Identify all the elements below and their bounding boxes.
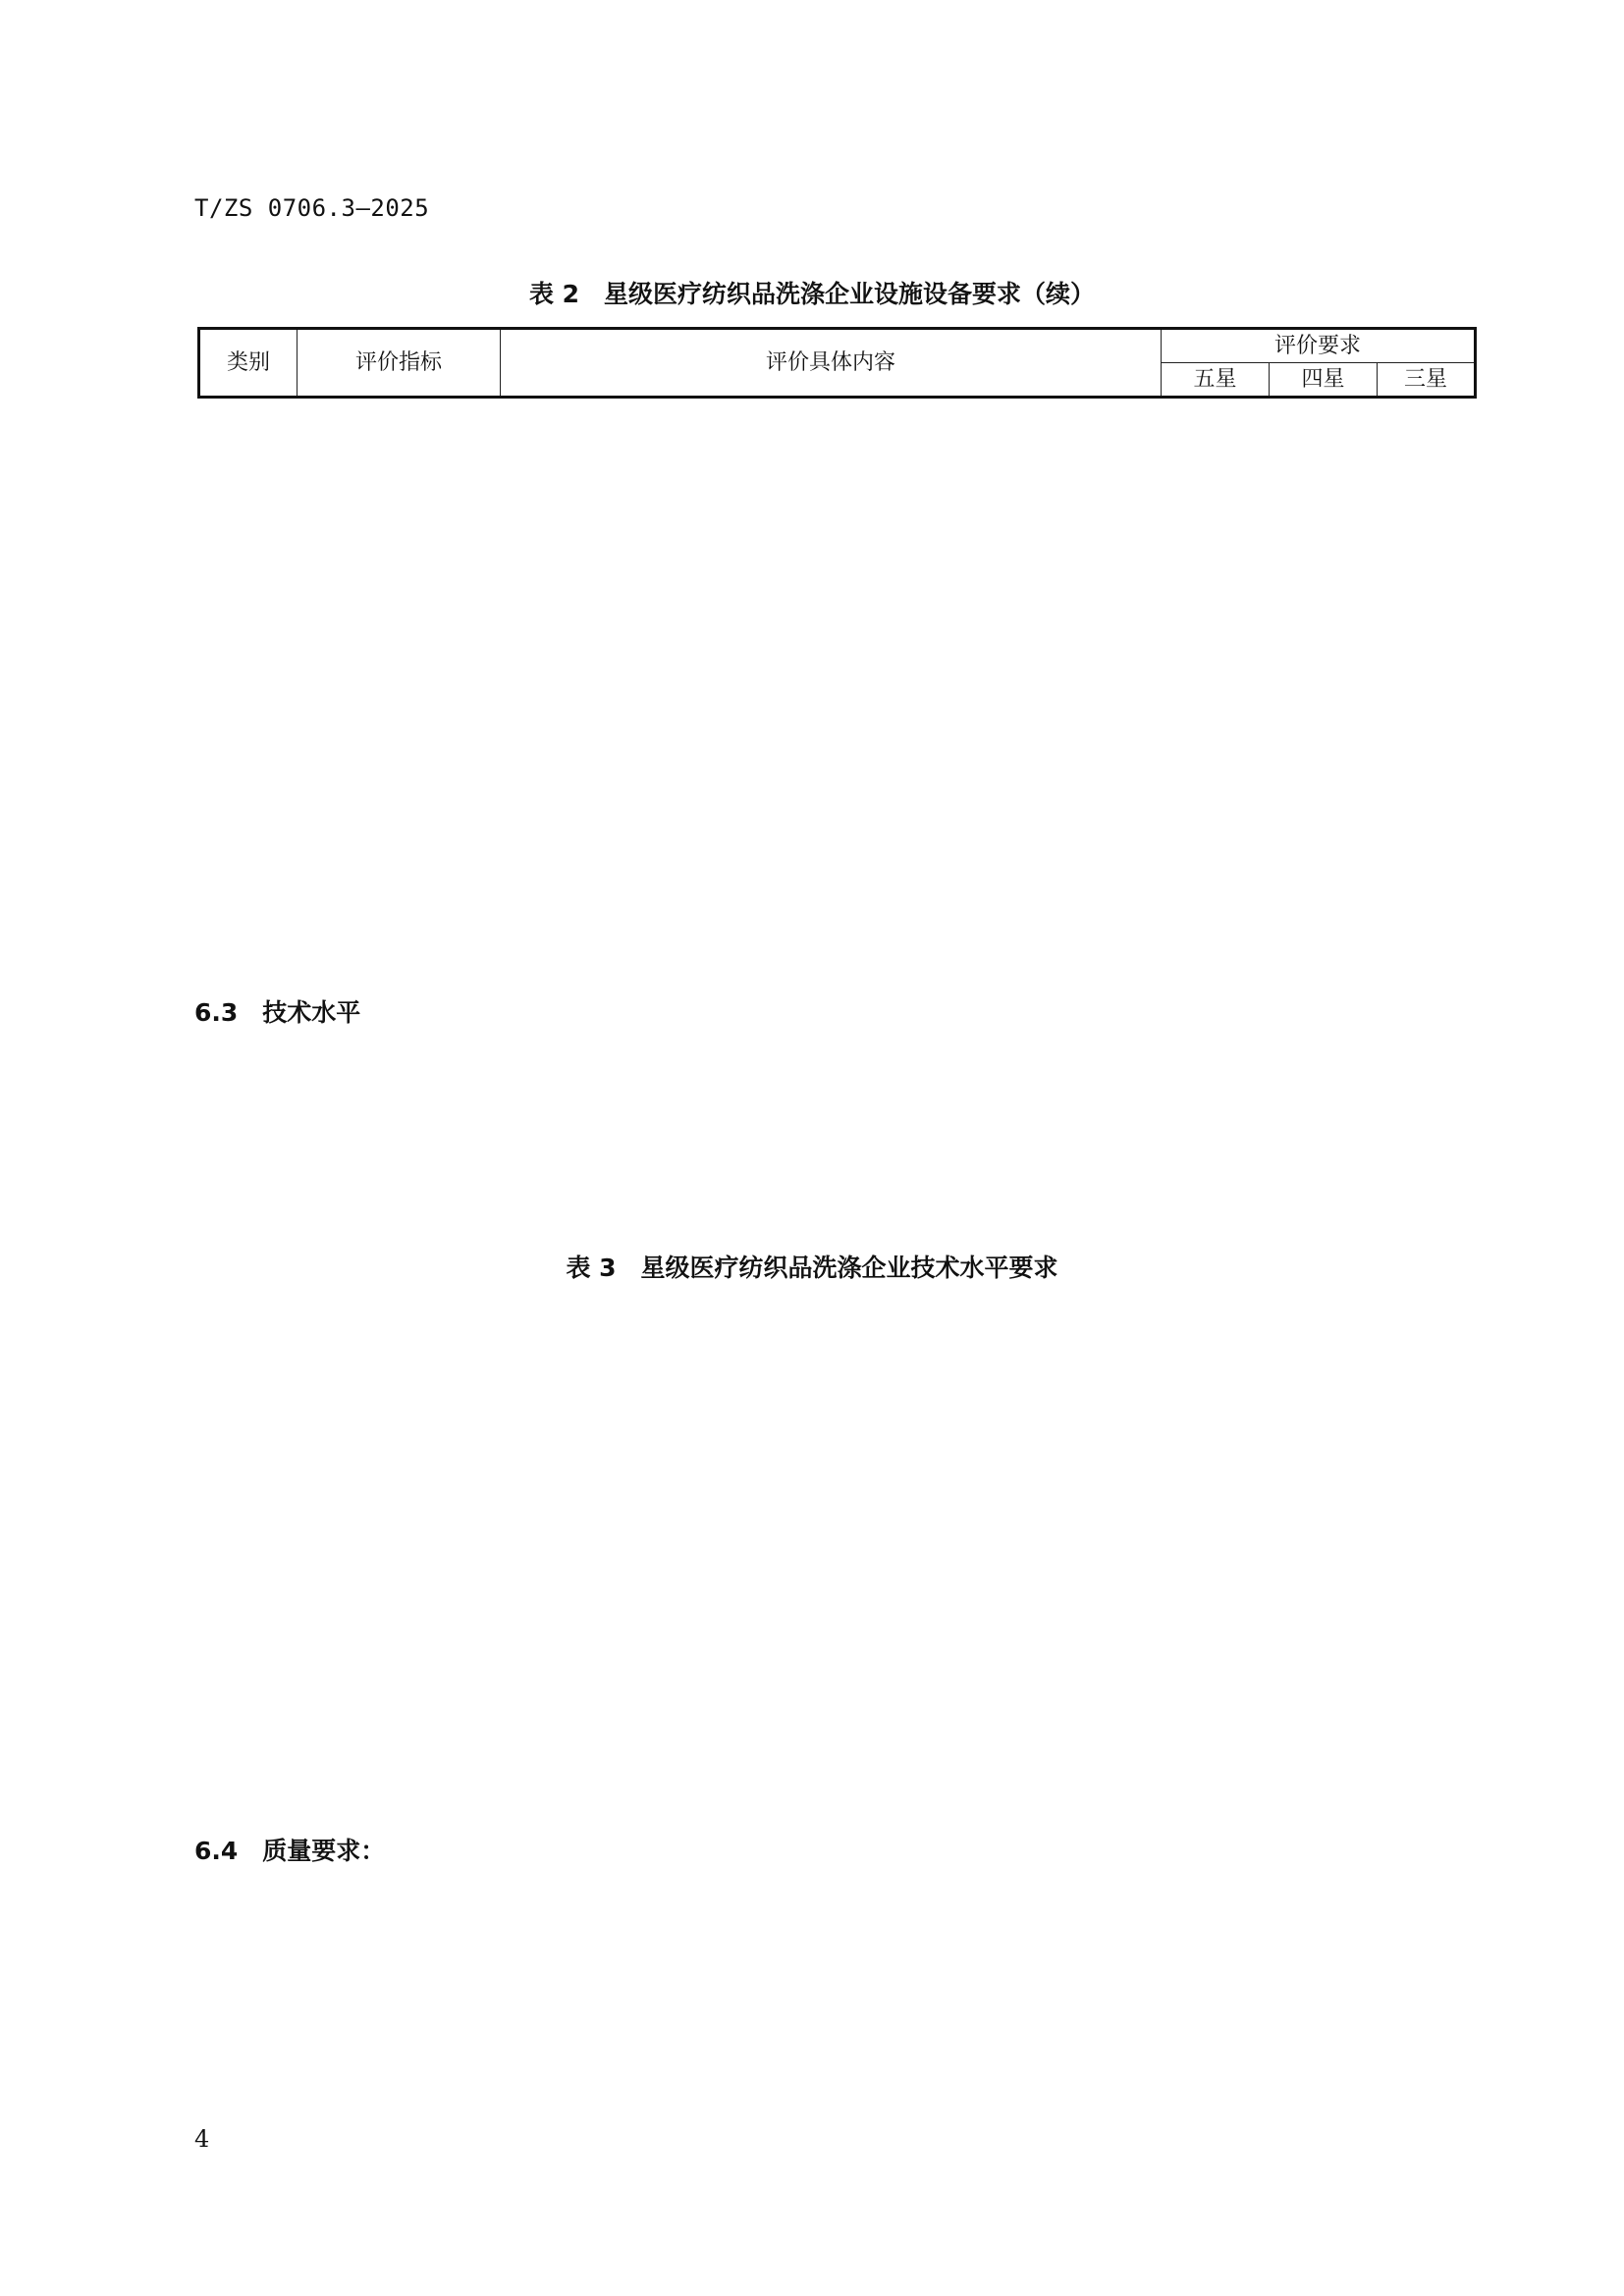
table2-facility-equipment [197,327,1477,399]
table2-caption: 表 2 星级医疗纺织品洗涤企业设施设备要求（续） [528,280,1096,308]
section-6-4-title: 6.4 质量要求： [194,1837,386,1865]
header-category: 类别 [199,329,298,398]
header-content: 评价具体内容 [501,329,1162,398]
table3-caption: 表 3 星级医疗纺织品洗涤企业技术水平要求 [566,1254,1058,1282]
header-five-star: 五星 [1162,363,1270,398]
header-three-star: 三星 [1378,363,1476,398]
document-code-header: T/ZS 0706.3—2025 [194,194,430,222]
header-indicator: 评价指标 [298,329,501,398]
section-6-3-title: 6.3 技术水平 [194,998,361,1027]
page-number: 4 [194,2125,210,2153]
header-four-star: 四星 [1270,363,1378,398]
header-requirement: 评价要求 [1162,329,1476,363]
